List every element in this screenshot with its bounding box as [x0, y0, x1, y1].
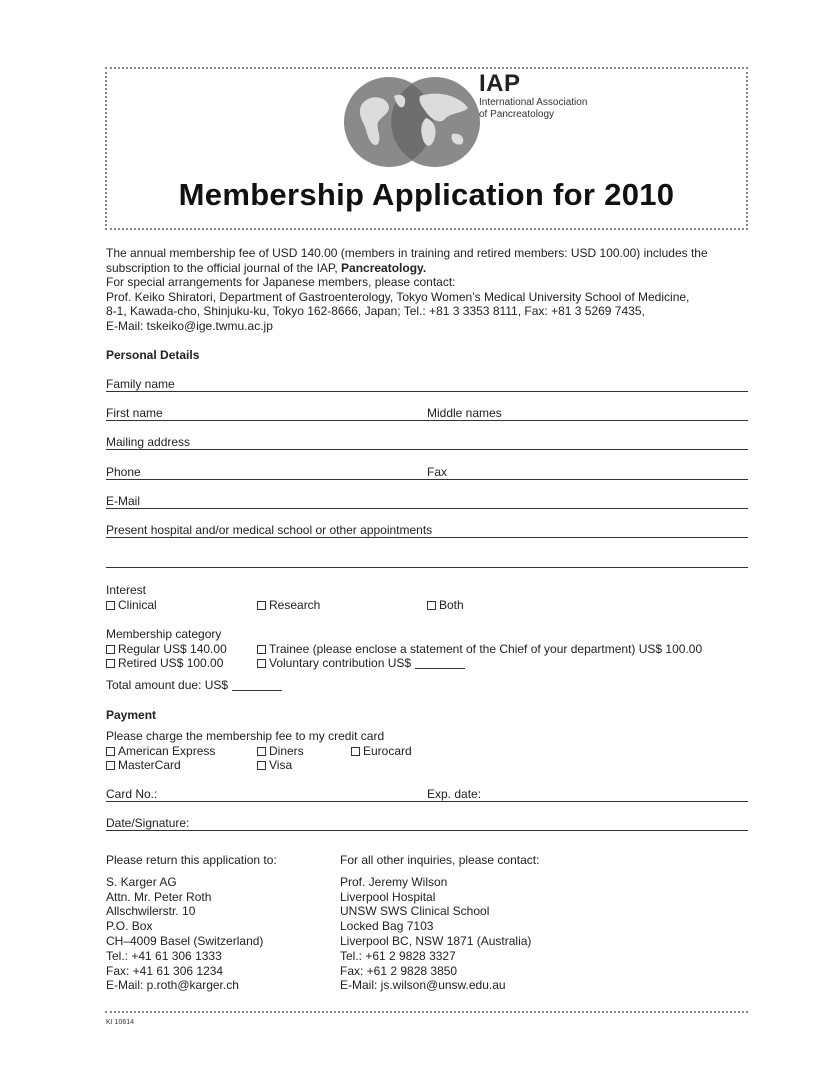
option-label: Both	[439, 598, 464, 612]
logo-text	[479, 71, 587, 121]
intro-line	[106, 261, 756, 276]
payment-heading: Payment	[106, 708, 157, 722]
phone-field[interactable]: Phone	[106, 465, 427, 480]
email-field[interactable]: E-Mail	[106, 494, 748, 509]
exp-date-field[interactable]: Exp. date:	[427, 787, 748, 802]
checkbox[interactable]	[106, 761, 115, 770]
return-line: CH–4009 Basel (Switzerland)	[106, 933, 264, 948]
return-line: S. Karger AG	[106, 874, 177, 889]
intro-line: E-Mail: tskeiko@ige.twmu.ac.jp	[106, 318, 273, 333]
page-title: Membership Application for 2010	[178, 177, 675, 212]
intro-line: The annual membership fee of USD 140.00 (members in training and retired members: USD 100.00) includes the	[106, 246, 708, 260]
membership-category-label: Membership category	[106, 627, 222, 641]
logo-acronym: IAP	[479, 70, 521, 97]
return-address-block	[106, 853, 277, 993]
checkbox[interactable]	[351, 747, 360, 756]
return-line: Allschwilerstr. 10	[106, 904, 196, 919]
return-line: Fax: +41 61 306 1234	[106, 963, 224, 978]
checkbox[interactable]	[427, 601, 436, 610]
middle-names-field[interactable]: Middle names	[427, 406, 748, 421]
return-email[interactable]: E-Mail: p.roth@karger.ch	[106, 978, 239, 993]
option-label: Retired US$ 100.00	[118, 656, 224, 670]
footer-divider	[105, 1011, 748, 1013]
inquiries-line: Tel.: +61 2 9828 3327	[340, 948, 456, 963]
intro-line: Prof. Keiko Shiratori, Department of Gastroenterology, Tokyo Women’s Medical University School of Medicine,	[106, 289, 690, 304]
family-name-field[interactable]: Family name	[106, 377, 748, 392]
payment-instruction: Please charge the membership fee to my credit card	[106, 729, 385, 743]
intro-line-prefix: subscription to the official journal of the IAP,	[106, 260, 342, 275]
fax-field[interactable]: Fax	[427, 465, 748, 480]
membership-voluntary-option[interactable]	[257, 656, 465, 671]
inquiries-line: Fax: +61 2 9828 3850	[340, 963, 458, 978]
card-diners-option[interactable]	[257, 744, 304, 759]
option-label: Trainee (please enclose a statement of the Chief of your department) US$ 100.00	[269, 642, 703, 656]
inquiries-line: Prof. Jeremy Wilson	[340, 874, 448, 889]
inquiries-line: Locked Bag 7103	[340, 919, 434, 934]
mailing-address-field[interactable]: Mailing address	[106, 435, 748, 450]
return-line: Tel.: +41 61 306 1333	[106, 948, 222, 963]
date-signature-field[interactable]: Date/Signature:	[106, 816, 748, 831]
card-amex-option[interactable]	[106, 744, 215, 759]
inquiries-line: Liverpool BC, NSW 1871 (Australia)	[340, 933, 532, 948]
appointments-extra-line[interactable]	[106, 566, 748, 568]
option-label: Diners	[269, 744, 304, 758]
inquiries-email[interactable]: E-Mail: js.wilson@unsw.edu.au	[340, 978, 506, 993]
interest-clinical-option[interactable]	[106, 598, 157, 613]
checkbox[interactable]	[257, 645, 266, 654]
option-label: Regular US$ 140.00	[118, 642, 227, 656]
card-number-field[interactable]: Card No.:	[106, 787, 427, 802]
card-eurocard-option[interactable]	[351, 744, 412, 759]
journal-name: Pancreatology.	[341, 260, 427, 275]
intro-text	[106, 246, 756, 334]
checkbox[interactable]	[106, 659, 115, 668]
globe-logo-icon	[342, 74, 482, 170]
inquiries-line: Liverpool Hospital	[340, 889, 436, 904]
voluntary-amount-field[interactable]	[415, 657, 465, 669]
total-amount-field[interactable]	[232, 679, 282, 691]
total-amount-row	[106, 678, 282, 693]
checkbox[interactable]	[106, 747, 115, 756]
checkbox[interactable]	[257, 601, 266, 610]
option-label: Eurocard	[363, 744, 412, 758]
option-label: Voluntary contribution US$	[269, 656, 412, 670]
checkbox[interactable]	[106, 645, 115, 654]
membership-retired-option[interactable]	[106, 656, 223, 671]
first-name-field[interactable]: First name	[106, 406, 427, 421]
intro-line: For special arrangements for Japanese members, please contact:	[106, 275, 456, 290]
checkbox[interactable]	[106, 601, 115, 610]
option-label: Clinical	[118, 598, 157, 612]
appointments-field[interactable]: Present hospital and/or medical school or other appointments	[106, 523, 748, 538]
total-amount-label: Total amount due: US$	[106, 678, 229, 692]
form-code: KI 10614	[106, 1019, 135, 1026]
inquiries-heading: For all other inquiries, please contact:	[340, 853, 540, 867]
checkbox[interactable]	[257, 659, 266, 668]
logo-name-line2: of Pancreatology	[479, 109, 555, 120]
intro-line: 8-1, Kawada-cho, Shinjuku-ku, Tokyo 162-8666, Japan; Tel.: +81 3 3353 8111, Fax: +81 3 5269 7435,	[106, 304, 645, 319]
interest-both-option[interactable]	[427, 598, 464, 613]
return-heading: Please return this application to:	[106, 853, 277, 867]
membership-trainee-option[interactable]	[257, 642, 702, 657]
card-mastercard-option[interactable]	[106, 758, 181, 773]
logo-name-line1: International Association	[479, 97, 588, 108]
option-label: American Express	[118, 744, 216, 758]
inquiries-block	[340, 853, 539, 993]
option-label: Research	[269, 598, 321, 612]
card-visa-option[interactable]	[257, 758, 292, 773]
return-line: P.O. Box	[106, 919, 153, 934]
option-label: Visa	[269, 758, 293, 772]
header-box	[105, 67, 748, 230]
option-label: MasterCard	[118, 758, 181, 772]
return-line: Attn. Mr. Peter Roth	[106, 889, 212, 904]
interest-label: Interest	[106, 583, 147, 597]
personal-details-heading: Personal Details	[106, 348, 200, 362]
checkbox[interactable]	[257, 747, 266, 756]
checkbox[interactable]	[257, 761, 266, 770]
membership-regular-option[interactable]	[106, 642, 227, 657]
inquiries-line: UNSW SWS Clinical School	[340, 904, 490, 919]
interest-research-option[interactable]	[257, 598, 320, 613]
